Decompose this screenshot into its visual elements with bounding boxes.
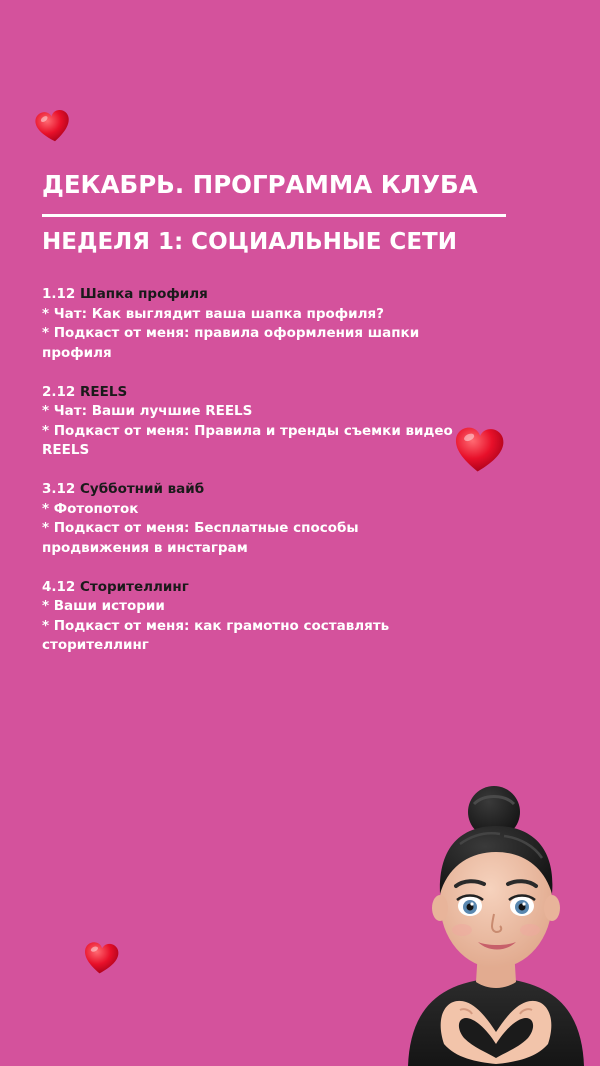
day-heading xyxy=(42,480,462,500)
schedule-day-2 xyxy=(42,383,462,461)
day-topic: REELS xyxy=(80,383,128,400)
heart-icon xyxy=(32,106,75,149)
week-subtitle: НЕДЕЛЯ 1: СОЦИАЛЬНЫЕ СЕТИ xyxy=(42,229,457,255)
page-title: ДЕКАБРЬ. ПРОГРАММА КЛУБА xyxy=(42,170,478,199)
day-item: * Чат: Ваши лучшие REELS xyxy=(42,403,253,419)
day-date: 4.12 xyxy=(42,578,76,595)
day-topic: Шапка профиля xyxy=(80,286,208,302)
title-divider xyxy=(42,214,506,217)
day-date: 3.12 xyxy=(42,481,76,497)
schedule-day-4 xyxy=(42,578,462,656)
schedule-list xyxy=(42,285,462,675)
day-item: * Чат: Как выглядит ваша шапка профиля? xyxy=(42,305,385,322)
day-item: * Подкаст от меня: как грамотно составлять сторителлинг xyxy=(42,617,390,653)
schedule-day-1 xyxy=(42,285,462,363)
schedule-day-3 xyxy=(42,480,462,558)
memoji-avatar xyxy=(404,782,588,1066)
day-topic: Сторителлинг xyxy=(80,578,189,595)
day-item: * Подкаст от меня: правила оформления шапки профиля xyxy=(42,325,420,361)
day-heading xyxy=(42,578,462,598)
day-heading xyxy=(42,383,462,403)
heart-icon xyxy=(80,938,122,980)
day-item: * Подкаст от меня: Бесплатные способы продвижения в инстаграм xyxy=(42,520,359,556)
day-item: * Ваши истории xyxy=(42,598,165,614)
day-topic: Субботний вайб xyxy=(80,481,205,497)
day-item: * Фотопоток xyxy=(42,500,139,517)
day-date: 2.12 xyxy=(42,383,76,400)
day-item: * Подкаст от меня: Правила и тренды съемки видео REELS xyxy=(42,422,453,458)
day-heading xyxy=(42,285,462,305)
day-date: 1.12 xyxy=(42,286,76,302)
